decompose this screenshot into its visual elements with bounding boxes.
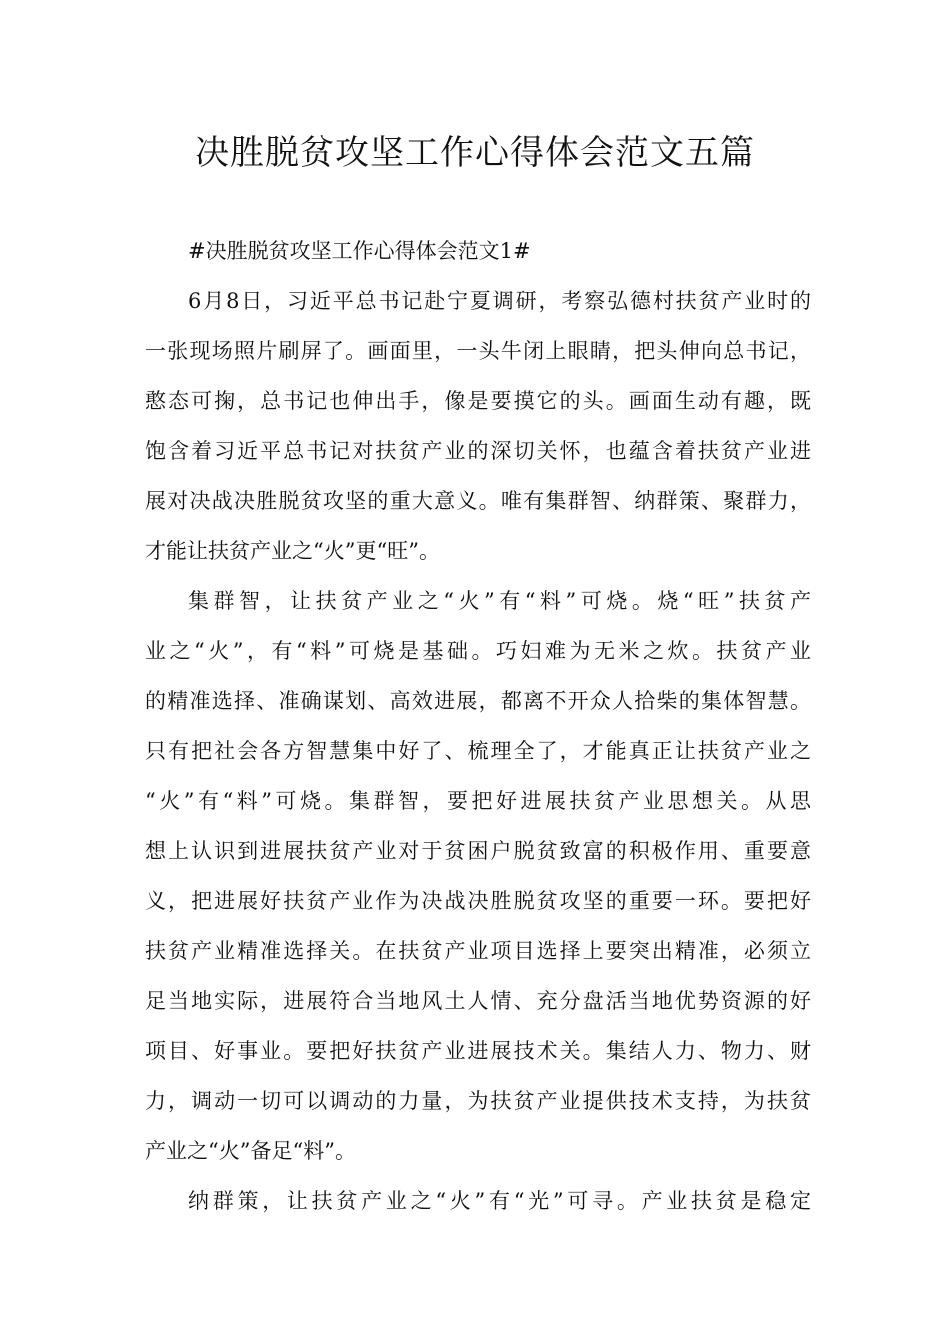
body-line: 6月8日，习近平总书记赴宁夏调研，考察弘德村扶贫产业时的 <box>188 289 811 313</box>
body-line: 集群智，让扶贫产业之“火”有“料”可烧。烧“旺”扶贫产 <box>188 589 811 613</box>
body-line: 想上认识到进展扶贫产业对于贫困户脱贫致富的积极作用、重要意 <box>145 839 811 863</box>
body-line: 展对决战决胜脱贫攻坚的重大意义。唯有集群智、纳群策、聚群力， <box>145 489 811 513</box>
body-line: 项目、好事业。要把好扶贫产业进展技术关。集结人力、物力、财 <box>145 1039 811 1063</box>
body-line: “火”有“料”可烧。集群智，要把好进展扶贫产业思想关。从思 <box>145 789 811 813</box>
body-line: 力，调动一切可以调动的力量，为扶贫产业提供技术支持，为扶贫 <box>145 1089 811 1113</box>
body-line: 义，把进展好扶贫产业作为决战决胜脱贫攻坚的重要一环。要把好 <box>145 889 811 913</box>
document-title: 决胜脱贫攻坚工作心得体会范文五篇 <box>195 133 755 173</box>
body-line: 业之“火”，有“料”可烧是基础。巧妇难为无米之炊。扶贫产业 <box>145 639 811 663</box>
body-line: 的精准选择、准确谋划、高效进展，都离不开众人拾柴的集体智慧。 <box>145 689 811 713</box>
body-line: 只有把社会各方智慧集中好了、梳理全了，才能真正让扶贫产业之 <box>145 739 811 763</box>
body-line: 足当地实际，进展符合当地风土人情、充分盘活当地优势资源的好 <box>145 989 811 1013</box>
body-line: 产业之“火”备足“料”。 <box>145 1139 356 1163</box>
body-line: 才能让扶贫产业之“火”更“旺”。 <box>145 539 440 563</box>
body-line: 扶贫产业精准选择关。在扶贫产业项目选择上要突出精准，必须立 <box>145 939 811 963</box>
section-heading: #决胜脱贫攻坚工作心得体会范文1# <box>188 239 531 263</box>
body-line: 纳群策，让扶贫产业之“火”有“光”可寻。产业扶贫是稳定 <box>188 1189 811 1213</box>
body-line: 一张现场照片刷屏了。画面里，一头牛闭上眼睛，把头伸向总书记， <box>145 339 811 363</box>
body-line: 憨态可掬，总书记也伸出手，像是要摸它的头。画面生动有趣，既 <box>145 389 811 413</box>
body-line: 饱含着习近平总书记对扶贫产业的深切关怀，也蕴含着扶贫产业进 <box>145 439 811 463</box>
